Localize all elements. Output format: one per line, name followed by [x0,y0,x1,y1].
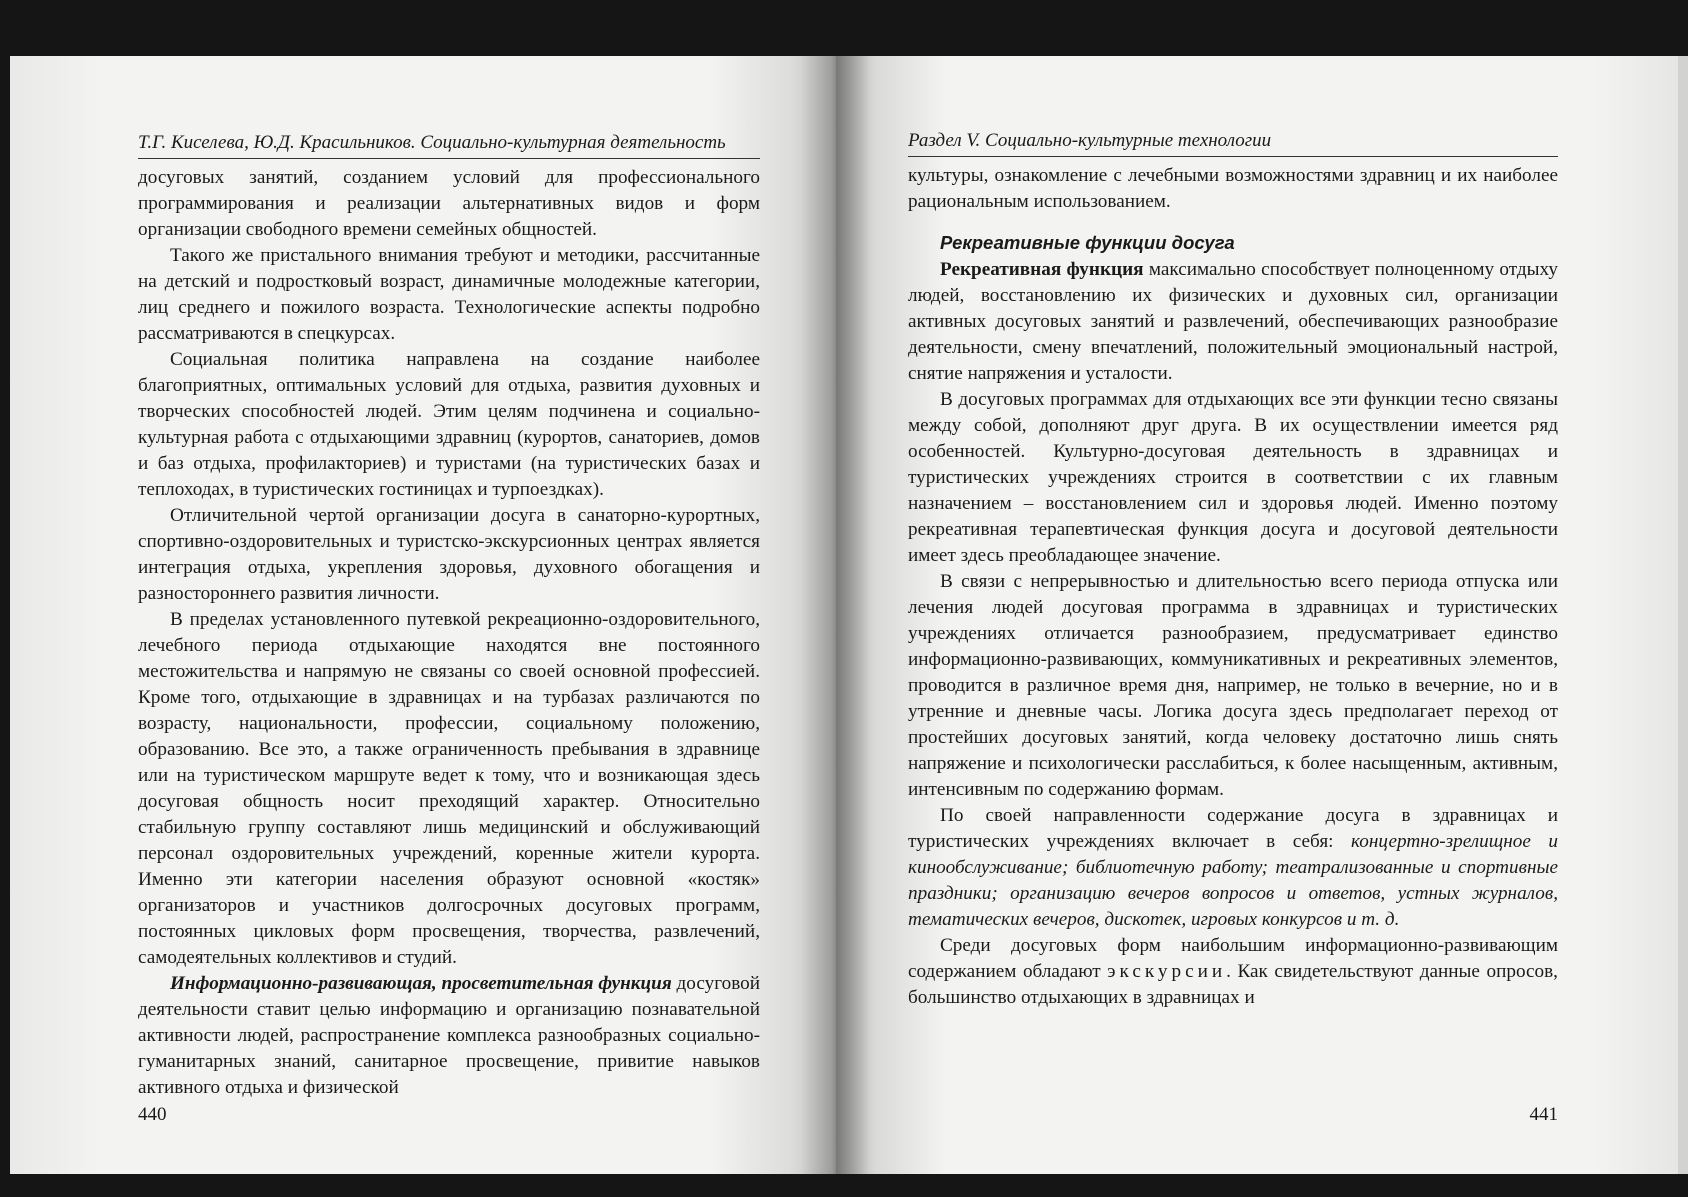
right-running-head: Раздел V. Социально-культурные технологии [908,128,1558,157]
paragraph-excursions [908,933,1558,1011]
left-body-text [138,165,760,1101]
left-page [10,56,836,1174]
recreative-function-rest: максимально способствует полноценному отдыху людей, восстановлению их физических и духовных сил, организации активных досуговых занятий и развлечений, обеспечивающих разнообразие деятельности, смену впечатлений, положительный эмоциональный настрой, снятие напряжения и усталости. [908,259,1558,384]
paragraph: культуры, ознакомление с лечебными возможностями здравниц и их наиболее рациональным использованием. [908,165,1558,212]
right-page-number: 441 [1529,1104,1558,1125]
paragraph: Социальная политика направлена на создание наиболее благоприятных, оптимальных условий для отдыха, развития духовных и творческих способностей людей. Этим целям подчинена и социально-культурная работа с отдыхающими здравниц (курортов, санаториев, домов и баз отдыха, профилакториев) и туристами (на туристических базах и теплоходах, в туристических гостиницах и турпоездках). [138,349,760,500]
section-heading: Рекреативные функции досуга [940,232,1235,253]
paragraph: Такого же пристального внимания требуют и методики, рассчитанные на детский и подростковый возраст, динамичные молодежные категории, лиц среднего и пожилого возраста. Технологические аспекты подробно рассматриваются в спецкурсах. [138,245,760,344]
excursion-after: . Как свидетельствуют данные опросов, большинство отдыхающих в здравницах и [908,961,1558,1008]
excursion-spaced-word: экскурсии [1107,961,1227,982]
paragraph-content [908,803,1558,933]
paragraph-recreative-function [908,257,1558,387]
page-edge [1678,56,1688,1174]
paragraph: В пределах установленного путевкой рекреационно-оздоровительного, лечебного периода отдыхающие находятся вне постоянного местожительства и напрямую не связаны со своей основной профессией. Кроме того, отдыхающие в здравницах и на турбазах различаются по возрасту, национальности, профессии, социальному положению, образованию. Все это, а также ограниченность пребывания в здравнице или на туристическом маршруте ведет к тому, что и возникающая здесь досуговая общность носит преходящий характер. Относительно стабильную группу составляют лишь медицинский и обслуживающий персонал оздоровительных учреждений, коренные жители курорта. Именно эти категории населения образуют основной «костяк» организаторов и участников долгосрочных досуговых программ, постоянных цикловых форм просвещения, творчества, развлечений, самодеятельных коллективов и студий. [138,609,760,968]
excursion-before: Среди досуговых форм наибольшим информационно-развивающим содержанием обладают [908,935,1558,982]
left-page-number: 440 [138,1104,167,1125]
right-page [836,56,1678,1174]
content-italic: концертно-зрелищное и кинообслуживание; библиотечную работу; театрализованные и спортивные праздники; организацию вечеров вопросов и ответов, устных журналов, тематических вечеров, дискотек, игровых конкурсов и т. д. [908,831,1558,930]
content-plain: По своей направленности содержание досуга в здравницах и туристических учреждениях включает в себя: [908,805,1558,852]
info-function-lead: Информационно-развивающая, просветительная функция [170,973,672,994]
paragraph: В досуговых программах для отдыхающих все эти функции тесно связаны между собой, дополняют друг друга. В их осуществлении имеется ряд особенностей. Культурно-досуговая деятельность в здравницах и туристических учреждениях строится в соответствии с их главным назначением – восстановлением сил и здоровья людей. Именно поэтому рекреативная терапевтическая функция досуга и досуговой деятельности имеет здесь преобладающее значение. [908,389,1558,566]
right-body-text [908,163,1558,1011]
left-running-head: Т.Г. Киселева, Ю.Д. Красильников. Социально-культурная деятельность [138,130,760,159]
paragraph: В связи с непрерывностью и длительностью всего периода отпуска или лечения людей досуговая программа в здравницах и туристических учреждениях отличается разнообразием, предусматривает единство информационно-развивающих, коммуникативных и рекреативных элементов, проводится в различное время дня, например, не только в вечерние, но и в утренние и дневные часы. Логика досуга здесь предполагает переход от простейших досуговых занятий, когда человеку достаточно лишь снять напряжение и психологически расслабиться, к более насыщенным, активным, интенсивным по содержанию формам. [908,571,1558,800]
paragraph: досуговых занятий, созданием условий для профессионального программирования и реализации альтернативных видов и форм организации свободного времени семейных общностей. [138,167,760,240]
paragraph-info-function [138,971,760,1101]
recreative-function-lead: Рекреативная функция [940,259,1144,280]
info-function-rest: досуговой деятельности ставит целью информацию и организацию познавательной активности людей, распространение комплекса разнообразных социально-гуманитарных знаний, санитарное просвещение, привитие навыков активного отдыха и физической [138,973,761,1098]
paragraph: Отличительной чертой организации досуга в санаторно-курортных, спортивно-оздоровительных и туристско-экскурсионных центрах является интеграция отдыха, укрепления здоровья, духовного обогащения и разностороннего развития личности. [138,505,760,604]
